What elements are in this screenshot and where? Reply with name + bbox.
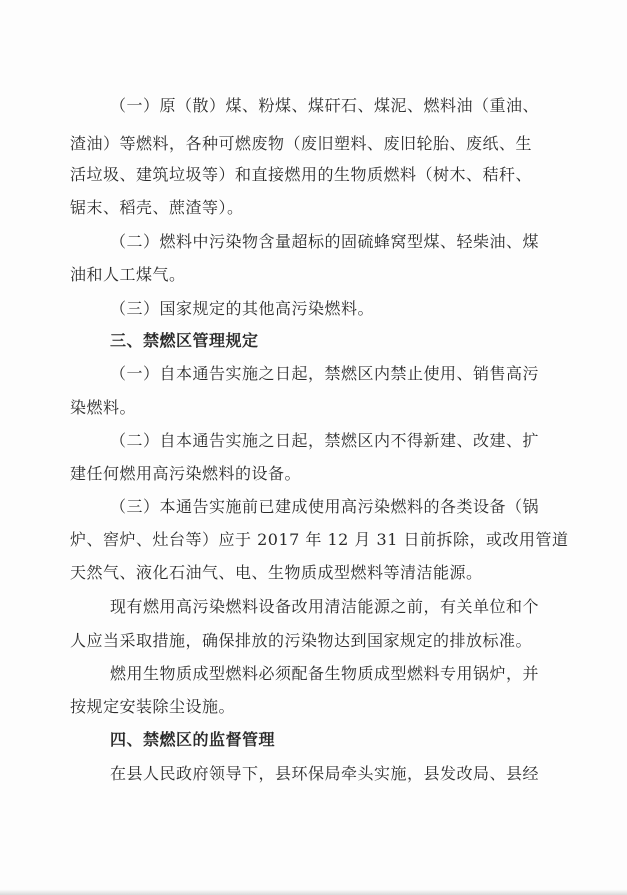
section-heading-3: 三、禁燃区管理规定 bbox=[110, 331, 259, 350]
paragraph-1-line-1: （一）原（散）煤、粉煤、煤矸石、煤泥、燃料油（重油、 bbox=[110, 96, 540, 115]
paragraph-6-line-1: （三）本通告实施前已建成使用高污染燃料的各类设备（锅 bbox=[110, 497, 540, 516]
paragraph-5-line-2: 建任何燃用高污染燃料的设备。 bbox=[70, 464, 302, 483]
paragraph-4-line-1: （一）自本通告实施之日起，禁燃区内禁止使用、销售高污 bbox=[110, 364, 540, 383]
paragraph-8-line-1: 燃用生物质成型燃料必须配备生物质成型燃料专用锅炉，并 bbox=[110, 664, 540, 683]
paragraph-2-line-1: （二）燃料中污染物含量超标的固硫蜂窝型煤、轻柴油、煤 bbox=[110, 232, 540, 251]
paragraph-8-line-2: 按规定安装除尘设施。 bbox=[70, 697, 236, 716]
paragraph-1-line-4: 锯末、稻壳、蔗渣等）。 bbox=[70, 198, 244, 217]
paragraph-5-line-1: （二）自本通告实施之日起，禁燃区内不得新建、改建、扩 bbox=[110, 431, 540, 450]
paragraph-7-line-1: 现有燃用高污染燃料设备改用清洁能源之前，有关单位和个 bbox=[110, 597, 540, 616]
page-bottom-edge bbox=[0, 889, 627, 895]
paragraph-1-line-3: 活垃圾、建筑垃圾等）和直接燃用的生物质燃料（树木、秸秆、 bbox=[70, 165, 533, 184]
section-heading-4: 四、禁燃区的监督管理 bbox=[110, 730, 276, 749]
paragraph-1-line-2: 渣油）等燃料，各种可燃废物（废旧塑料、废旧轮胎、废纸、生 bbox=[70, 134, 533, 153]
paragraph-4-line-2: 染燃料。 bbox=[70, 398, 137, 417]
paragraph-6-line-3: 天然气、液化石油气、电、生物质成型燃料等清洁能源。 bbox=[70, 563, 483, 582]
paragraph-6-line-2: 炉、窖炉、灶台等）应于 2017 年 12 月 31 日前拆除，或改用管道 bbox=[70, 530, 569, 549]
paragraph-9-line-1: 在县人民政府领导下，县环保局牵头实施，县发改局、县经 bbox=[110, 764, 540, 783]
paragraph-2-line-2: 油和人工煤气。 bbox=[70, 265, 186, 284]
paragraph-7-line-2: 人应当采取措施，确保排放的污染物达到国家规定的排放标准。 bbox=[70, 631, 533, 650]
paragraph-3-line-1: （三）国家规定的其他高污染燃料。 bbox=[110, 299, 375, 318]
